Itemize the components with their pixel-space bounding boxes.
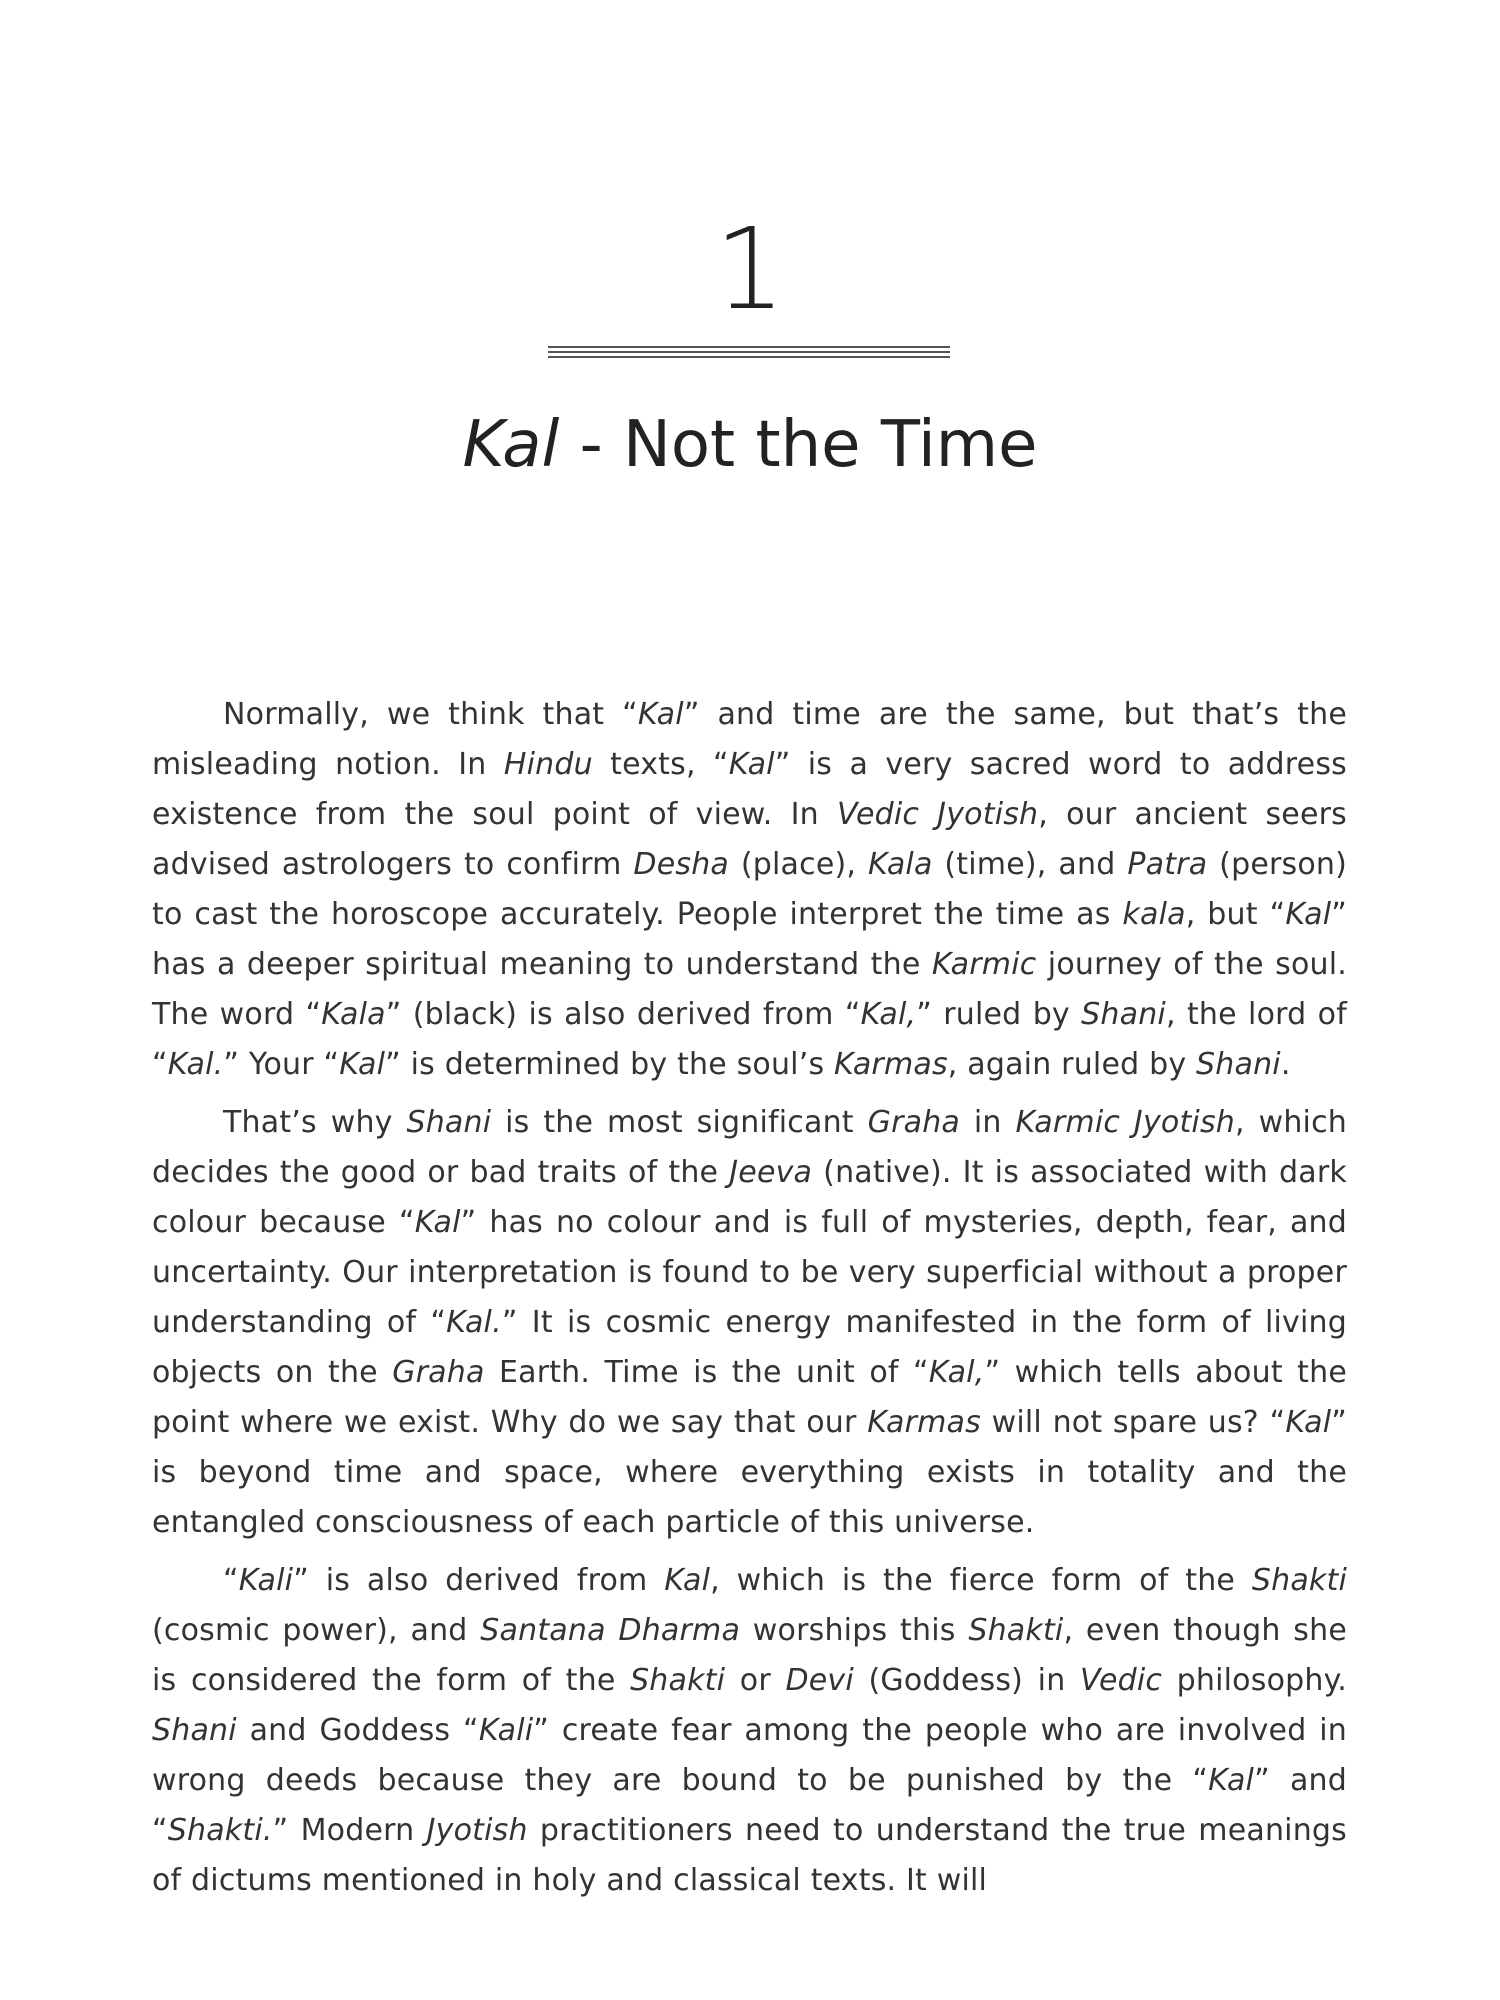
- italic-term: Kali: [478, 1713, 534, 1748]
- italic-term: Karmas: [834, 1047, 948, 1082]
- text-run: ” which tells about the point where we exist. Why do we say that our: [152, 1355, 1347, 1440]
- italic-term: Kal,: [860, 997, 917, 1032]
- chapter-title: [0, 400, 1500, 490]
- paragraph: [152, 1556, 1347, 1906]
- italic-term: Graha: [867, 1105, 960, 1140]
- italic-term: Karmas: [867, 1405, 981, 1440]
- italic-term: Kal: [1285, 1405, 1332, 1440]
- chapter-title-italic: Kal: [462, 408, 560, 482]
- text-run: ” is a very sacred word to address existence from the soul point of view. In: [152, 747, 1347, 832]
- text-run: , but “: [1185, 897, 1286, 932]
- body-text: [152, 690, 1347, 1914]
- italic-term: Shakti.: [167, 1813, 273, 1848]
- paragraph: [152, 1098, 1347, 1548]
- text-run: , our ancient seers advised astrologers to confirm: [152, 797, 1347, 882]
- text-run: journey of the soul. The word “: [152, 947, 1347, 1032]
- text-run: ” has a deeper spiritual meaning to understand the: [152, 897, 1347, 982]
- text-run: ” is also derived from: [293, 1563, 665, 1598]
- text-run: , which decides the good or bad traits of the: [152, 1105, 1347, 1190]
- italic-term: Kal: [664, 1563, 711, 1598]
- italic-term: Shakti: [1251, 1563, 1347, 1598]
- text-run: (native). It is associated with dark colour because “: [152, 1155, 1347, 1240]
- text-run: in: [960, 1105, 1016, 1140]
- text-run: ” and time are the same, but that’s the misleading notion. In: [152, 697, 1347, 782]
- text-run: .: [1280, 1047, 1291, 1082]
- italic-term: Shani: [406, 1105, 492, 1140]
- italic-term: Jeeva: [729, 1155, 813, 1190]
- text-run: , again ruled by: [947, 1047, 1197, 1082]
- chapter-number: 1: [714, 205, 786, 335]
- italic-term: Kal.: [167, 1047, 224, 1082]
- italic-term: Santana Dharma: [480, 1613, 741, 1648]
- text-run: practitioners need to understand the true meanings of dictums mentioned in holy and classical texts. It will: [152, 1813, 1348, 1898]
- italic-term: Kala: [321, 997, 386, 1032]
- italic-term: Shakti: [630, 1663, 726, 1698]
- text-run: ” create fear among the people who are involved in wrong deeds because they are bound to be punished by the “: [152, 1713, 1348, 1798]
- text-run: texts, “: [592, 747, 729, 782]
- text-run: worships this: [740, 1613, 969, 1648]
- italic-term: Kala: [868, 847, 933, 882]
- chapter-rule-line-1: [548, 346, 950, 348]
- text-run: ” (black) is also derived from “: [385, 997, 861, 1032]
- text-run: , even though she is considered the form of the: [152, 1613, 1348, 1698]
- italic-term: Patra: [1127, 847, 1208, 882]
- text-run: is the most significant: [491, 1105, 868, 1140]
- italic-term: Kal: [728, 747, 775, 782]
- italic-term: kala: [1122, 897, 1186, 932]
- text-run: ” is beyond time and space, where everything exists in totality and the entangled consciousness of each particle of this universe.: [152, 1405, 1347, 1540]
- italic-term: Shani: [1196, 1047, 1281, 1082]
- text-run: ” It is cosmic energy manifested in the form of living objects on the: [152, 1305, 1347, 1390]
- italic-term: Hindu: [503, 747, 593, 782]
- text-run: ” ruled by: [916, 997, 1082, 1032]
- text-run: or: [725, 1663, 786, 1698]
- italic-term: Karmic: [931, 947, 1037, 982]
- italic-term: Jyotish: [426, 1813, 528, 1848]
- text-run: (place),: [729, 847, 869, 882]
- text-run: ” Your “: [223, 1047, 340, 1082]
- chapter-rule-line-2: [548, 351, 950, 353]
- text-run: will not spare us? “: [980, 1405, 1286, 1440]
- text-run: ” has no colour and is full of mysteries, depth, fear, and uncertainty. Our interpretation is found to be very superficial without a proper understanding of “: [152, 1205, 1347, 1340]
- italic-term: Desha: [633, 847, 729, 882]
- italic-term: Kal.: [446, 1305, 502, 1340]
- text-run: ” and “: [152, 1763, 1347, 1848]
- italic-term: Kal,: [928, 1355, 985, 1390]
- text-run: Normally, we think that “: [223, 697, 638, 732]
- paragraph: [152, 690, 1347, 1090]
- italic-term: Vedic Jyotish: [836, 797, 1039, 832]
- italic-term: Kal: [637, 697, 684, 732]
- italic-term: Kal: [1285, 897, 1332, 932]
- text-run: Earth. Time is the unit of “: [484, 1355, 929, 1390]
- italic-term: Devi: [785, 1663, 854, 1698]
- italic-term: Kal: [414, 1205, 461, 1240]
- italic-term: Kal: [339, 1047, 386, 1082]
- text-run: (Goddess) in: [853, 1663, 1080, 1698]
- text-run: and Goddess “: [236, 1713, 479, 1748]
- text-run: , which is the fierce form of the: [710, 1563, 1252, 1598]
- italic-term: Kali: [238, 1563, 294, 1598]
- italic-term: Kal: [1208, 1763, 1255, 1798]
- text-run: “: [223, 1563, 239, 1598]
- text-run: (time), and: [932, 847, 1128, 882]
- chapter-rule-line-3: [548, 356, 950, 358]
- italic-term: Vedic: [1079, 1663, 1163, 1698]
- text-run: (cosmic power), and: [152, 1613, 481, 1648]
- italic-term: Shani: [1081, 997, 1166, 1032]
- text-run: , the lord of “: [152, 997, 1347, 1082]
- italic-term: Karmic Jyotish: [1015, 1105, 1235, 1140]
- text-run: ” Modern: [272, 1813, 427, 1848]
- italic-term: Shakti: [968, 1613, 1064, 1648]
- italic-term: Graha: [392, 1355, 485, 1390]
- italic-term: Shani: [152, 1713, 237, 1748]
- text-run: (person) to cast the horoscope accurately. People interpret the time as: [152, 847, 1348, 932]
- text-run: That’s why: [223, 1105, 407, 1140]
- chapter-title-rest: - Not the Time: [559, 408, 1038, 482]
- text-run: ” is determined by the soul’s: [385, 1047, 835, 1082]
- text-run: philosophy.: [1162, 1663, 1347, 1698]
